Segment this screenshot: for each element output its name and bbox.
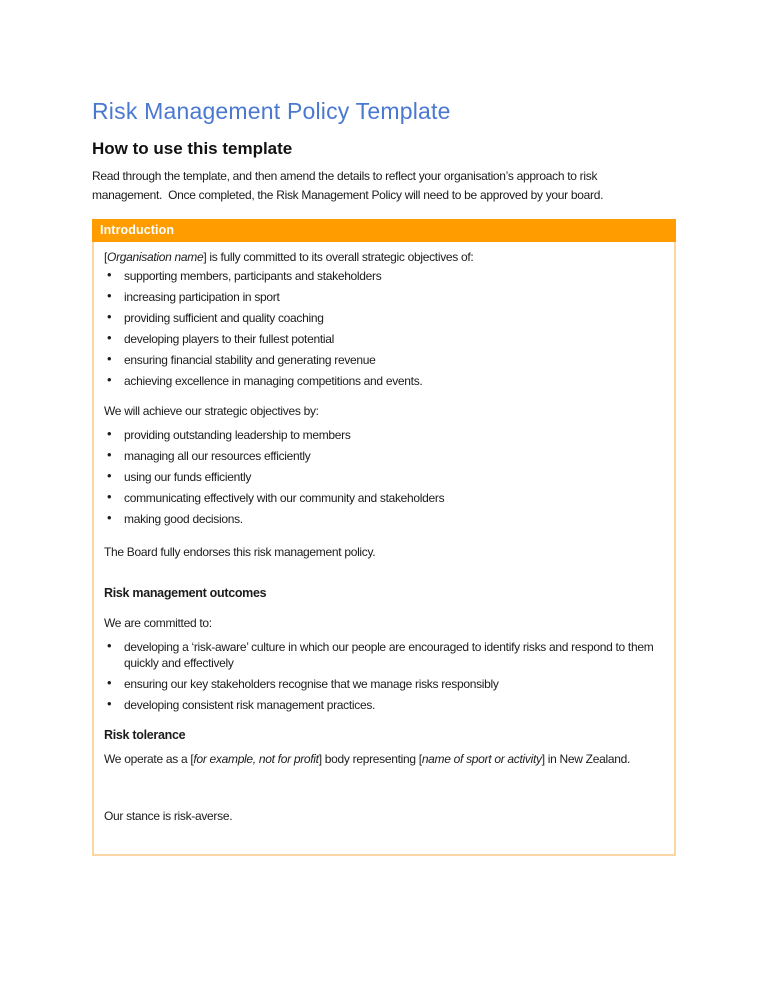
text-segment: ] body representing [: [318, 752, 422, 766]
bullet-item: • developing consistent risk management practices.: [104, 697, 658, 713]
opening-line: [104, 249, 658, 265]
achieve-intro: We will achieve our strategic objectives by:: [104, 404, 319, 418]
document-content: [92, 0, 676, 856]
introduction-body: [94, 242, 674, 854]
bullet-item: • making good decisions.: [104, 511, 658, 527]
placeholder-text: Organisation name: [107, 250, 204, 264]
bullet-item: • ensuring financial stability and generating revenue: [104, 352, 658, 368]
bullet-item: • developing players to their fullest potential: [104, 331, 658, 347]
placeholder-text: for example, not for profit: [193, 752, 319, 766]
howto-paragraph: Read through the template, and then amend the details to reflect your organisation’s approach to risk management. Once completed, the Risk Management Policy will need to be approved by your board.: [92, 169, 604, 202]
outcomes-list: [104, 639, 658, 713]
stance-line: Our stance is risk-averse.: [104, 809, 233, 823]
text-segment: ] is fully committed to its overall strategic objectives of:: [203, 250, 474, 264]
page-title: Risk Management Policy Template: [92, 98, 451, 124]
introduction-header-label: Introduction: [100, 223, 175, 237]
tolerance-heading: Risk tolerance: [104, 728, 186, 742]
introduction-header-bar: [92, 219, 676, 242]
text-segment: We operate as a [: [104, 752, 194, 766]
introduction-section: [92, 219, 676, 856]
outcomes-intro: We are committed to:: [104, 616, 212, 630]
outcomes-heading: Risk management outcomes: [104, 586, 267, 600]
text-segment: [: [104, 250, 108, 264]
bullet-item: • increasing participation in sport: [104, 289, 658, 305]
howto-heading: How to use this template: [92, 139, 293, 158]
bullet-item: • providing sufficient and quality coaching: [104, 310, 658, 326]
bullet-item: • communicating effectively with our community and stakeholders: [104, 490, 658, 506]
text-segment: ] in New Zealand.: [541, 752, 630, 766]
bullet-item: • supporting members, participants and stakeholders: [104, 268, 658, 284]
strategic-objectives-list: [104, 268, 658, 389]
bullet-item: • using our funds efficiently: [104, 469, 658, 485]
placeholder-text: name of sport or activity: [421, 752, 542, 766]
achieve-list: [104, 427, 658, 527]
board-endorsement: The Board fully endorses this risk management policy.: [104, 545, 376, 559]
bullet-item: • providing outstanding leadership to members: [104, 427, 658, 443]
bullet-item: • managing all our resources efficiently: [104, 448, 658, 464]
tolerance-paragraph: [104, 749, 660, 769]
bullet-item: • achieving excellence in managing competitions and events.: [104, 373, 658, 389]
bullet-item: • ensuring our key stakeholders recognise that we manage risks responsibly: [104, 676, 658, 692]
bullet-item: • developing a ‘risk-aware’ culture in which our people are encouraged to identify risks and respond to them quickly and effectively: [104, 639, 658, 671]
